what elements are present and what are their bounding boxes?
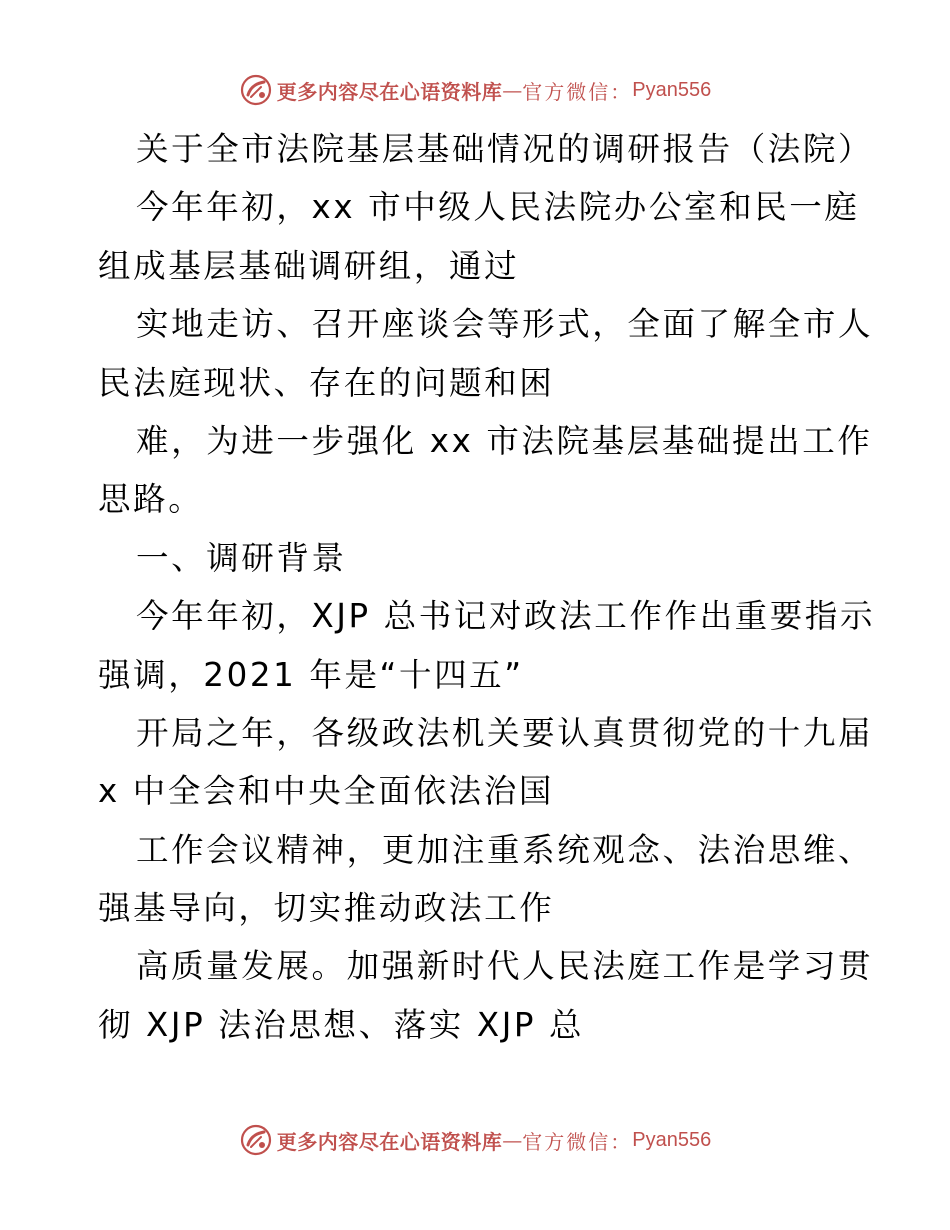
banner-brand-text: 更多内容尽在心语资料库 <box>276 79 503 104</box>
banner-official-label: 官方微信： <box>522 79 633 104</box>
paragraph-line: 强基导向，切实推动政法工作 <box>98 889 555 928</box>
paragraph-line: 开局之年，各级政法机关要认真贯彻党的十九届 <box>136 713 874 752</box>
section-heading: 一、调研背景 <box>136 538 347 577</box>
paragraph-line: x 中全会和中央全面依法治国 <box>98 772 554 811</box>
header-banner <box>0 70 950 110</box>
document-body <box>98 120 876 1054</box>
paragraph-line: 民法庭现状、存在的问题和困 <box>98 363 555 402</box>
paragraph-line: 难，为进一步强化 xx 市法院基层基础提出工作 <box>136 421 873 460</box>
paragraph-line: 思路。 <box>98 480 204 519</box>
red-seal-icon <box>239 73 273 107</box>
footer-banner <box>0 1120 950 1160</box>
banner-brand-text: 更多内容尽在心语资料库 <box>276 1129 503 1154</box>
paragraph-line: 强调，2021 年是“十四五” <box>98 655 524 694</box>
banner-wechat-id: Pyan556 <box>632 1128 712 1151</box>
paragraph-line: 组成基层基础调研组，通过 <box>98 246 520 285</box>
paragraph-line: 彻 XJP 法治思想、落实 XJP 总 <box>98 1005 585 1044</box>
paragraph-line: 实地走访、召开座谈会等形式，全面了解全市人 <box>136 305 874 344</box>
banner-official-label: 官方微信： <box>522 1129 633 1154</box>
red-seal-icon <box>239 1123 273 1157</box>
paragraph-line: 工作会议精神，更加注重系统观念、法治思维、 <box>136 830 874 869</box>
paragraph-line: 今年年初，xx 市中级人民法院办公室和民一庭 <box>136 188 860 227</box>
paragraph-line: 高质量发展。加强新时代人民法庭工作是学习贯 <box>136 947 874 986</box>
paragraph-line: 今年年初，XJP 总书记对政法工作作出重要指示 <box>136 597 876 636</box>
banner-dash: — <box>502 1128 523 1152</box>
banner-dash: — <box>502 78 523 102</box>
banner-wechat-id: Pyan556 <box>632 78 712 101</box>
document-title: 关于全市法院基层基础情况的调研报告（法院） <box>136 130 874 168</box>
